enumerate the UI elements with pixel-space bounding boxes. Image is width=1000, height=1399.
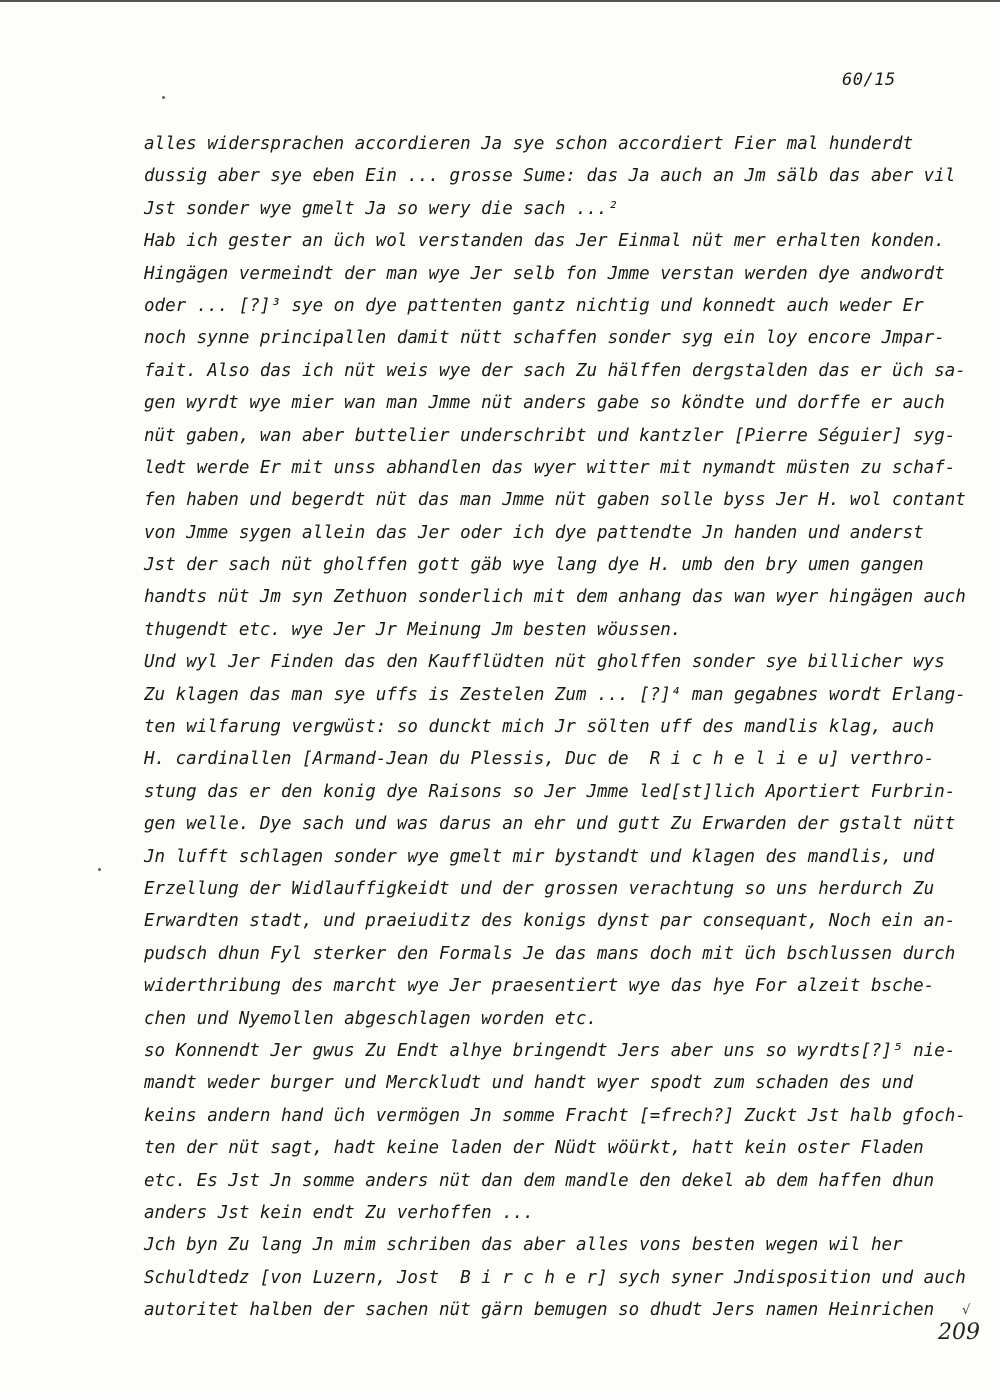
text-line: stung das er den konig dye Raisons so Jer Jmme led[st]lich Aportiert Furbrin- bbox=[144, 781, 956, 802]
text-line: von Jmme sygen allein das Jer oder ich dye pattendte Jn handen und anderst bbox=[144, 522, 924, 543]
text-line: Zu klagen das man sye uffs is Zestelen Zum ... [?]⁴ man gegabnes wordt Erlang- bbox=[144, 684, 966, 705]
text-line: H. cardinallen [Armand-Jean du Plessis, Duc de R i c h e l i e u] verthro- bbox=[144, 749, 935, 770]
text-line: gen welle. Dye sach und was darus an ehr und gutt Zu Erwarden der gstalt nütt bbox=[144, 814, 956, 835]
top-border bbox=[0, 0, 1000, 2]
text-line: dussig aber sye eben Ein ... grosse Sume: das Ja auch an Jm sälb das aber vil bbox=[144, 166, 956, 187]
text-line: fen haben und begerdt nüt das man Jmme nüt gaben solle byss Jer H. wol contant bbox=[144, 490, 966, 511]
text-line: Und wyl Jer Finden das den Kaufflüdten nüt gholffen sonder sye billicher wys bbox=[144, 652, 945, 673]
archive-folio-number: 209 bbox=[938, 1320, 980, 1345]
text-line: noch synne principallen damit nütt schaffen sonder syg ein loy encore Jmpar- bbox=[144, 328, 945, 349]
text-line: Jst sonder wye gmelt Ja so wery die sach ...² bbox=[144, 198, 619, 219]
text-line: Erzellung der Widlauffigkeidt und der grossen verachtung so uns herdurch Zu bbox=[144, 878, 935, 899]
scan-speck bbox=[98, 868, 101, 871]
text-line: etc. Es Jst Jn somme anders nüt dan dem mandle den dekel ab dem haffen dhun bbox=[144, 1170, 935, 1191]
text-line: autoritet halben der sachen nüt gärn bemugen so dhudt Jers namen Heinrichen bbox=[144, 1300, 935, 1321]
text-line: Schuldtedz [von Luzern, Jost B i r c h e r] sych syner Jndisposition und auch bbox=[144, 1267, 966, 1288]
text-line: handts nüt Jm syn Zethuon sonderlich mit dem anhang das wan wyer hingägen auch bbox=[144, 587, 966, 608]
text-line: gen wyrdt wye mier wan man Jmme nüt anders gabe so köndte und dorffe er auch bbox=[144, 393, 945, 414]
letter-body bbox=[144, 128, 966, 1326]
text-line: widerthribung des marcht wye Jer praesentiert wye das hye For alzeit bsche- bbox=[144, 976, 935, 997]
check-mark: √ bbox=[962, 1303, 971, 1318]
text-line: pudsch dhun Fyl sterker den Formals Je das mans doch mit üch bschlussen durch bbox=[144, 943, 956, 964]
text-line: chen und Nyemollen abgeschlagen worden etc. bbox=[144, 1008, 598, 1029]
text-line: Erwardten stadt, und praeiuditz des konigs dynst par consequant, Noch ein an- bbox=[144, 911, 956, 932]
text-line: ten wilfarung vergwüst: so dunckt mich Jr sölten uff des mandlis klag, auch bbox=[144, 717, 935, 738]
text-line: alles widersprachen accordieren Ja sye schon accordiert Fier mal hunderdt bbox=[144, 134, 914, 154]
text-line: Hingägen vermeindt der man wye Jer selb fon Jmme verstan werden dye andwordt bbox=[144, 263, 945, 284]
text-line: oder ... [?]³ sye on dye pattenten gantz nichtig und konnedt auch weder Er bbox=[144, 295, 924, 316]
text-line: ten der nüt sagt, hadt keine laden der Nüdt wöürkt, hatt kein oster Fladen bbox=[144, 1138, 924, 1159]
page-number: 60/15 bbox=[842, 70, 896, 90]
text-line: Jn lufft schlagen sonder wye gmelt mir bystandt und klagen des mandlis, und bbox=[144, 846, 935, 867]
text-line: Jst der sach nüt gholffen gott gäb wye lang dye H. umb den bry umen gangen bbox=[144, 555, 924, 576]
text-line: Hab ich gester an üch wol verstanden das Jer Einmal nüt mer erhalten konden. bbox=[144, 231, 945, 252]
text-line: Jch byn Zu lang Jn mim schriben das aber alles vons besten wegen wil her bbox=[144, 1235, 903, 1256]
scan-speck bbox=[162, 96, 165, 99]
text-line: so Konnendt Jer gwus Zu Endt alhye bringendt Jers aber uns so wyrdts[?]⁵ nie- bbox=[144, 1040, 956, 1061]
text-line: ledt werde Er mit unss abhandlen das wyer witter mit nymandt müsten zu schaf- bbox=[144, 457, 956, 478]
text-line: keins andern hand üch vermögen Jn somme Fracht [=frech?] Zuckt Jst halb gfoch- bbox=[144, 1105, 966, 1126]
text-line: fait. Also das ich nüt weis wye der sach Zu hälffen dergstalden das er üch sa- bbox=[144, 360, 966, 381]
text-line: anders Jst kein endt Zu verhoffen ... bbox=[144, 1202, 534, 1223]
text-line: mandt weder burger und Merckludt und handt wyer spodt zum schaden des und bbox=[144, 1073, 914, 1094]
text-line: nüt gaben, wan aber buttelier underschribt und kantzler [Pierre Séguier] syg- bbox=[144, 425, 956, 446]
text-line: thugendt etc. wye Jer Jr Meinung Jm besten wöussen. bbox=[144, 619, 682, 640]
